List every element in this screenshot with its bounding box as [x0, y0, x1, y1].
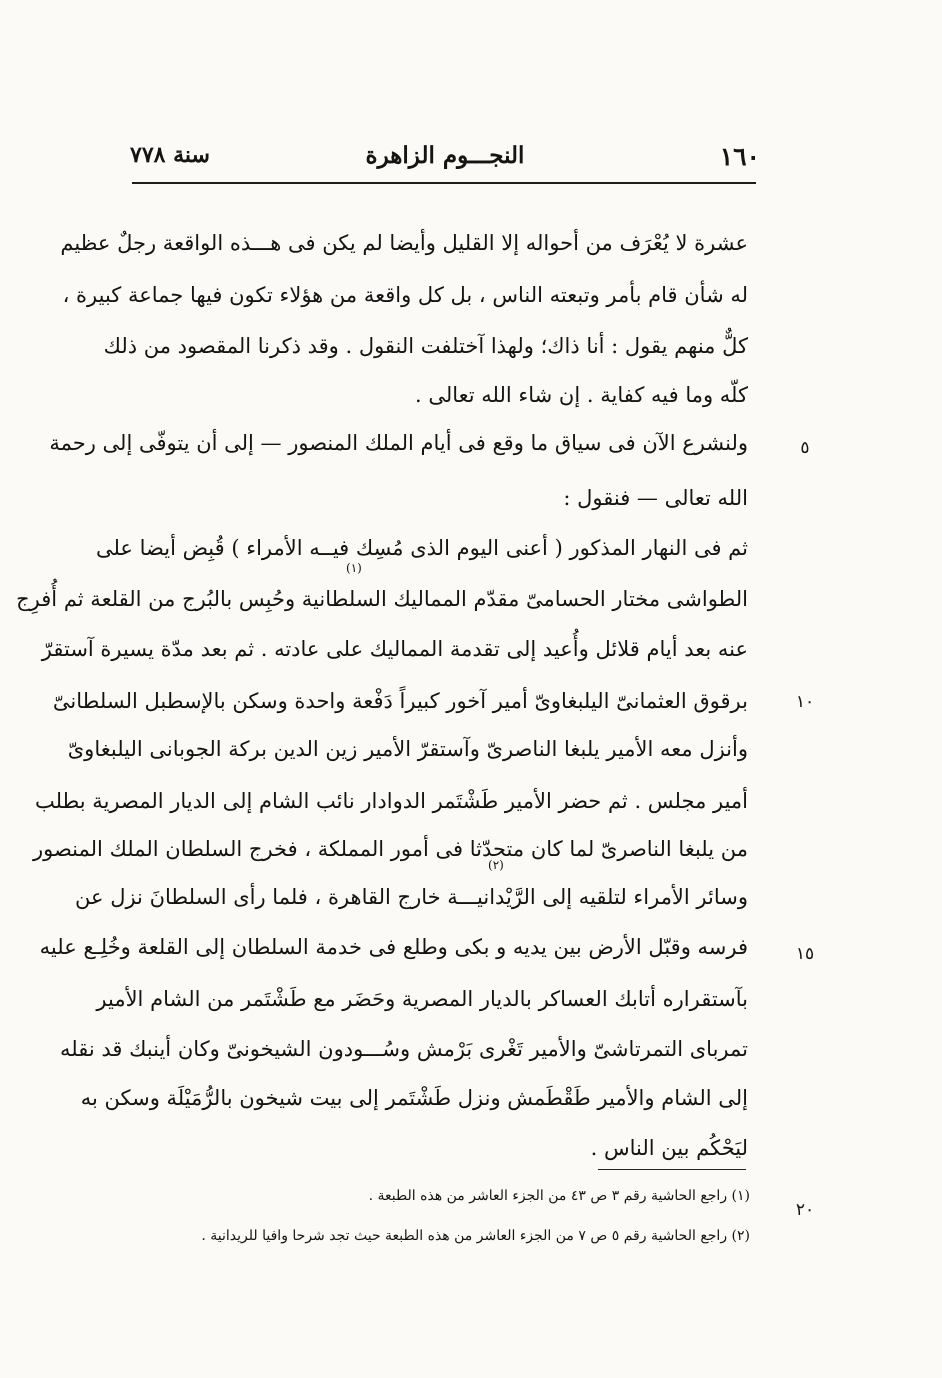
footnote-rule: [598, 1169, 746, 1170]
text-line: ليَحْكُم بين الناس .: [590, 1136, 748, 1160]
text-line: أمير مجلس . ثم حضر الأمير طَشْتَمر الدوادار نائب الشام إلى الديار المصرية بطلب: [34, 789, 748, 813]
text-line: برقوق العثمانىّ اليلبغاوىّ أمير آخور كبيراً دَفْعة واحدة وسكن بالإسطبل السلطانىّ: [52, 689, 748, 713]
text-line: له شأن قام بأمر وتبعته الناس ، بل كل واقعة من هؤلاء تكون فيها جماعة كبيرة ،: [62, 283, 748, 307]
text-line: عشرة لا يُعْرَف من أحواله إلا القليل وأيضا لم يكن فى هـــذه الواقعة رجلٌ عظيم: [60, 231, 748, 255]
footnote-marker: (٢): [488, 858, 504, 872]
footnote: (٢) راجع الحاشية رقم ٥ ص ٧ من الجزء العاشر من هذه الطبعة حيث تجد شرحا وافيا للريدانية .: [201, 1228, 750, 1244]
running-header: [130, 142, 760, 182]
text-line: بآستقراره أتابك العساكر بالديار المصرية وحَضَر مع طَشْتَمر من الشام الأمير: [96, 987, 748, 1011]
year-label: سنة ٧٧٨: [130, 142, 210, 168]
text-line: تمرباى التمرتاشىّ والأمير تَغْرى بَرْمش وسُـــودون الشيخونىّ وكان أينبك قد نقله: [60, 1037, 748, 1061]
text-line: وأنزل معه الأمير يلبغا الناصرىّ وآستقرّ الأمير زين الدين بركة الجوبانى اليلبغاوىّ: [67, 737, 748, 761]
line-number: ١٠: [795, 692, 815, 712]
text-line: الله تعالى — فنقول :: [563, 486, 748, 510]
book-title: النجـــوم الزاهرة: [365, 142, 525, 169]
text-line: ولنشرع الآن فى سياق ما وقع فى أيام الملك المنصور — إلى أن يتوفّى إلى رحمة: [49, 431, 748, 455]
footnote: (١) راجع الحاشية رقم ٣ ص ٤٣ من الجزء العاشر من هذه الطبعة .: [368, 1188, 750, 1204]
text-line: وسائر الأمراء لتلقيه إلى الرَّيْدانيـــة خارج القاهرة ، فلما رأى السلطانَ نزل عن: [75, 885, 748, 909]
header-rule: [132, 182, 756, 184]
page-number: ١٦٠: [719, 142, 760, 171]
text-line: عنه بعد أيام قلائل وأُعيد إلى تقدمة المماليك على عادته . ثم بعد مدّة يسيرة آستقرّ: [41, 637, 748, 661]
footnote-marker: (١): [346, 561, 362, 575]
text-line: كلٌّ منهم يقول : أنا ذاك؛ ولهذا آختلفت النقول . وقد ذكرنا المقصود من ذلك: [103, 334, 748, 358]
text-line: إلى الشام والأمير طَقْطَمش ونزل طَشْتَمر إلى بيت شيخون بالرُّمَيْلَة وسكن به: [80, 1086, 748, 1110]
line-number: ٢٠: [795, 1200, 815, 1220]
line-number: ٥: [800, 438, 810, 458]
text-line: الطواشى مختار الحسامىّ مقدّم المماليك السلطانية وحُبِس بالبُرج من القلعة ثم أُفرِج: [16, 587, 748, 611]
text-line: ثم فى النهار المذكور ( أعنى اليوم الذى مُسِك فيــه الأمراء ) قُبِض أيضا على: [95, 536, 748, 560]
text-line: فرسه وقبّل الأرض بين يديه و بكى وطلع فى خدمة السلطان إلى القلعة وخُلِـع عليه: [39, 935, 748, 959]
line-number: ١٥: [795, 944, 815, 964]
text-line: كلّه وما فيه كفاية . إن شاء الله تعالى .: [414, 383, 748, 407]
text-line: من يلبغا الناصرىّ لما كان متحدّثا فى أمور المملكة ، فخرج السلطان الملك المنصور: [32, 837, 748, 861]
